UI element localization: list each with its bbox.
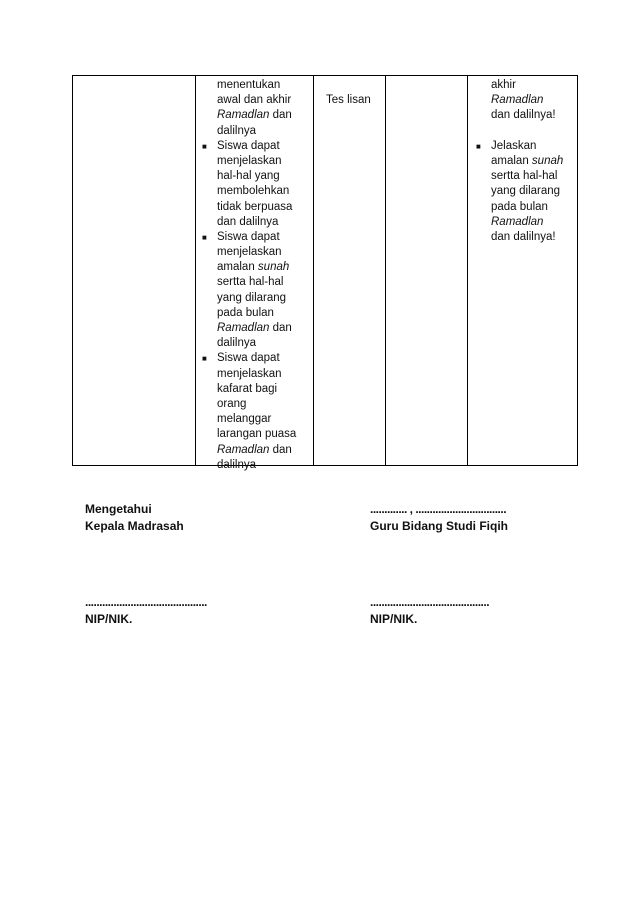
cell-line	[217, 154, 296, 169]
left-nip-label: NIP/NIK.	[85, 612, 133, 626]
cell-line	[217, 215, 296, 230]
line-text: yang dilarang	[217, 291, 287, 304]
table-border-top	[72, 75, 578, 76]
cell-line	[217, 336, 296, 351]
cell-line	[217, 443, 296, 458]
cell-line	[217, 260, 296, 275]
cell-line	[491, 169, 563, 184]
line-text: kafarat bagi	[217, 382, 278, 395]
left-signature-line: ...........................................	[85, 595, 207, 609]
cell-line	[491, 184, 563, 199]
cell-line	[217, 184, 296, 199]
line-text: larangan puasa	[217, 428, 297, 441]
cell-line	[217, 458, 296, 473]
cell-line	[217, 427, 296, 442]
cell-line	[217, 245, 296, 260]
line-text: menjelaskan	[217, 246, 282, 259]
line-text: dalilnya	[217, 124, 256, 137]
cell-line	[476, 139, 563, 154]
line-text: Jelaskan	[491, 139, 537, 152]
line-text: dan dalilnya!	[491, 109, 556, 122]
cell-line	[217, 93, 296, 108]
cell-line	[217, 275, 296, 290]
line-text: dan dalilnya!	[491, 230, 556, 243]
teacher-title: Guru Bidang Studi Fiqih	[370, 519, 508, 533]
bullet-icon: ■	[202, 141, 207, 151]
cell-line	[491, 124, 563, 139]
line-text: membolehkan	[217, 185, 290, 198]
cell-line	[217, 382, 296, 397]
line-text: menjelaskan	[217, 154, 282, 167]
headmaster-title: Kepala Madrasah	[85, 519, 184, 533]
line-text: amalan	[217, 261, 258, 274]
right-signature-line: ..........................................	[370, 595, 490, 609]
bullet-icon: ■	[202, 354, 207, 364]
question-cell	[476, 78, 564, 245]
cell-line	[217, 367, 296, 382]
column-divider	[195, 75, 196, 466]
line-suffix: dan	[269, 443, 292, 456]
cell-line	[202, 139, 296, 154]
cell-line	[217, 124, 296, 139]
line-text: sertta hal-hal	[491, 170, 558, 183]
place-date-line: ............. , ................................	[370, 502, 507, 516]
learning-table	[72, 75, 578, 471]
line-text: menjelaskan	[217, 367, 282, 380]
technique-cell	[326, 93, 371, 108]
line-text: Ramadlan	[491, 94, 544, 107]
line-text: pada bulan	[217, 306, 274, 319]
acknowledge-label: Mengetahui	[85, 502, 152, 516]
cell-line	[202, 230, 296, 245]
line-text: amalan	[491, 154, 532, 167]
line-text: akhir	[491, 79, 516, 91]
line-text: Ramadlan	[217, 109, 270, 122]
line-italic-suffix: sunah	[531, 154, 564, 167]
line-text: Siswa dapat	[217, 139, 280, 152]
line-text: yang dilarang	[491, 185, 561, 198]
bullet-icon: ■	[202, 232, 207, 242]
cell-line	[217, 78, 296, 93]
line-text: Siswa dapat	[217, 230, 280, 243]
cell-line	[491, 154, 563, 169]
line-text: menentukan	[217, 79, 281, 91]
column-divider	[72, 75, 73, 466]
cell-line	[217, 291, 296, 306]
line-text: hal-hal yang	[217, 170, 280, 183]
line-suffix: dan	[269, 109, 292, 122]
line-text: dalilnya	[217, 337, 256, 350]
line-text: Ramadlan	[217, 322, 270, 334]
cell-line	[491, 215, 563, 230]
line-text: pada bulan	[491, 200, 548, 213]
technique-text: Tes lisan	[326, 94, 371, 106]
column-divider	[385, 75, 386, 466]
right-nip-label: NIP/NIK.	[370, 612, 418, 626]
cell-line	[491, 78, 563, 93]
cell-line	[491, 200, 563, 215]
line-text: melanggar	[217, 413, 272, 426]
cell-line	[217, 169, 296, 184]
table-border-bottom	[72, 465, 578, 466]
right-signature-block	[370, 501, 508, 535]
cell-line	[217, 108, 296, 123]
cell-line	[217, 306, 296, 321]
cell-line	[217, 321, 296, 336]
column-divider	[577, 75, 578, 466]
indicator-cell	[202, 78, 297, 473]
cell-line	[217, 412, 296, 427]
column-divider	[467, 75, 468, 466]
line-text: Siswa dapat	[217, 352, 280, 365]
line-text: dan dalilnya	[217, 215, 279, 228]
line-text: Ramadlan	[217, 443, 270, 456]
cell-line	[491, 108, 563, 123]
cell-line	[491, 230, 563, 245]
line-text: awal dan akhir	[217, 94, 292, 107]
line-suffix: dan	[269, 322, 292, 334]
line-text: sertta hal-hal	[217, 276, 284, 289]
line-text: orang	[217, 397, 247, 410]
column-divider	[313, 75, 314, 466]
line-text: dalilnya	[217, 458, 256, 471]
line-text: tidak berpuasa	[217, 200, 293, 213]
cell-line	[217, 200, 296, 215]
line-italic-suffix: sunah	[257, 261, 290, 274]
line-text: Ramadlan	[491, 215, 544, 228]
left-signature-block	[85, 501, 184, 535]
bullet-icon: ■	[476, 141, 481, 151]
cell-line	[202, 351, 296, 366]
cell-line	[491, 93, 563, 108]
cell-line	[217, 397, 296, 412]
